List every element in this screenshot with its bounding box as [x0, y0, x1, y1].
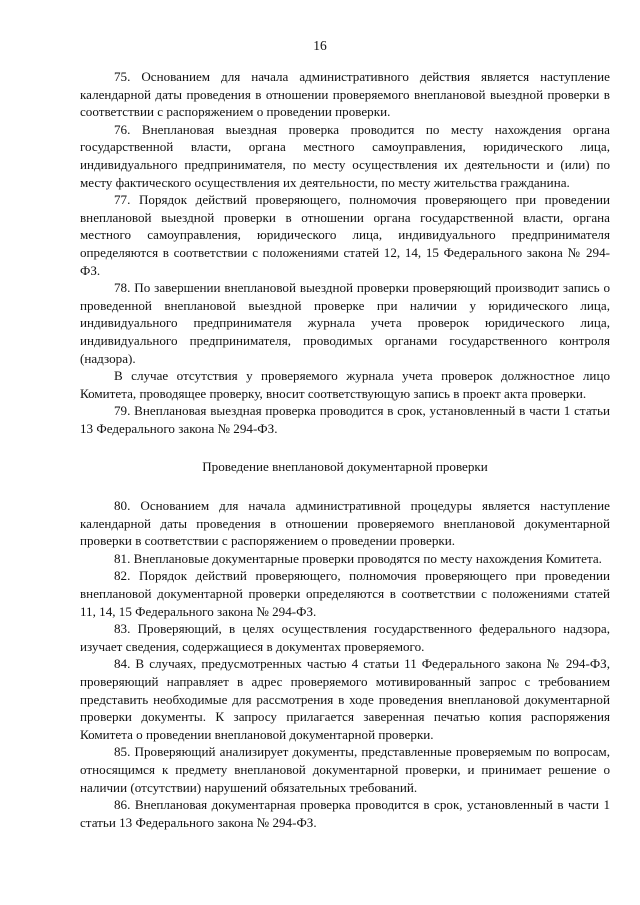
paragraph-83: 83. Проверяющий, в целях осуществления государственного федерального надзора, изучает сведения, содержащиеся в документах проверяемого.	[80, 621, 610, 654]
paragraph-82: 82. Порядок действий проверяющего, полномочия проверяющего при проведении внеплановой документарной проверки определяются в соответствии с положениями статей 11, 14, 15 Федерального закона № 294-ФЗ.	[80, 568, 610, 619]
paragraph-75: 75. Основанием для начала административного действия является наступление календарной даты проведения в отношении проверяемого внеплановой выездной проверки в соответствии с распоряжением о проведении проверки.	[80, 69, 610, 120]
paragraph-76: 76. Внеплановая выездная проверка проводится по месту нахождения органа государственной власти, органа местного самоуправления, юридического лица, индивидуального предпринимателя, по месту осуществления их деятельности и (или) по месту фактического осуществления их деятельности, по месту жительства гражданина.	[80, 121, 610, 190]
paragraph-77: 77. Порядок действий проверяющего, полномочия проверяющего при проведении внеплановой выездной проверки в отношении органа государственной власти, органа местного самоуправления, юридического лица, индивидуального предпринимателя определяются в соответствии с положениями статей 12, 14, 15 Федерального закона № 294-ФЗ.	[80, 192, 610, 278]
paragraph-84: 84. В случаях, предусмотренных частью 4 статьи 11 Федерального закона № 294-ФЗ, проверяющий направляет в адрес проверяемого мотивированный запрос с требованием представить необходимые для рассмотрения в ходе проведения внеплановой документарной проверки документы. К запросу прилагается заверенная печатью копия распоряжения Комитета о проведении внеплановой документарной проверки.	[80, 656, 610, 742]
paragraph-86: 86. Внеплановая документарная проверка проводится в срок, установленный в части 1 статьи 13 Федерального закона № 294-ФЗ.	[80, 797, 610, 830]
paragraph-85: 85. Проверяющий анализирует документы, представленные проверяемым по вопросам, относящимся к предмету внеплановой документарной проверки, и принимает решение о наличии (отсутствии) нарушений обязательных требований.	[80, 744, 610, 795]
paragraph-78-continuation: В случае отсутствия у проверяемого журнала учета проверок должностное лицо Комитета, проводящее проверку, вносит соответствующую запись в проект акта проверки.	[80, 368, 610, 401]
page-number: 16	[313, 38, 327, 53]
paragraph-78: 78. По завершении внеплановой выездной проверки проверяющий производит запись о проведенной внеплановой выездной проверке при наличии у юридического лица, индивидуального предпринимателя журнала учета проверок юридического лица, индивидуального предпринимателя, проводимых органами государственного контроля (надзора).	[80, 280, 610, 366]
paragraph-80: 80. Основанием для начала административной процедуры является наступление календарной даты проведения в отношении проверяемого внеплановой документарной проверки в соответствии с распоряжением о проведении проверки.	[80, 498, 610, 549]
section-heading: Проведение внеплановой документарной проверки	[202, 459, 488, 475]
document-body	[80, 68, 610, 831]
paragraph-81: 81. Внеплановые документарные проверки проводятся по месту нахождения Комитета.	[114, 550, 602, 566]
paragraph-79: 79. Внеплановая выездная проверка проводится в срок, установленный в части 1 статьи 13 Федерального закона № 294-ФЗ.	[80, 403, 610, 436]
